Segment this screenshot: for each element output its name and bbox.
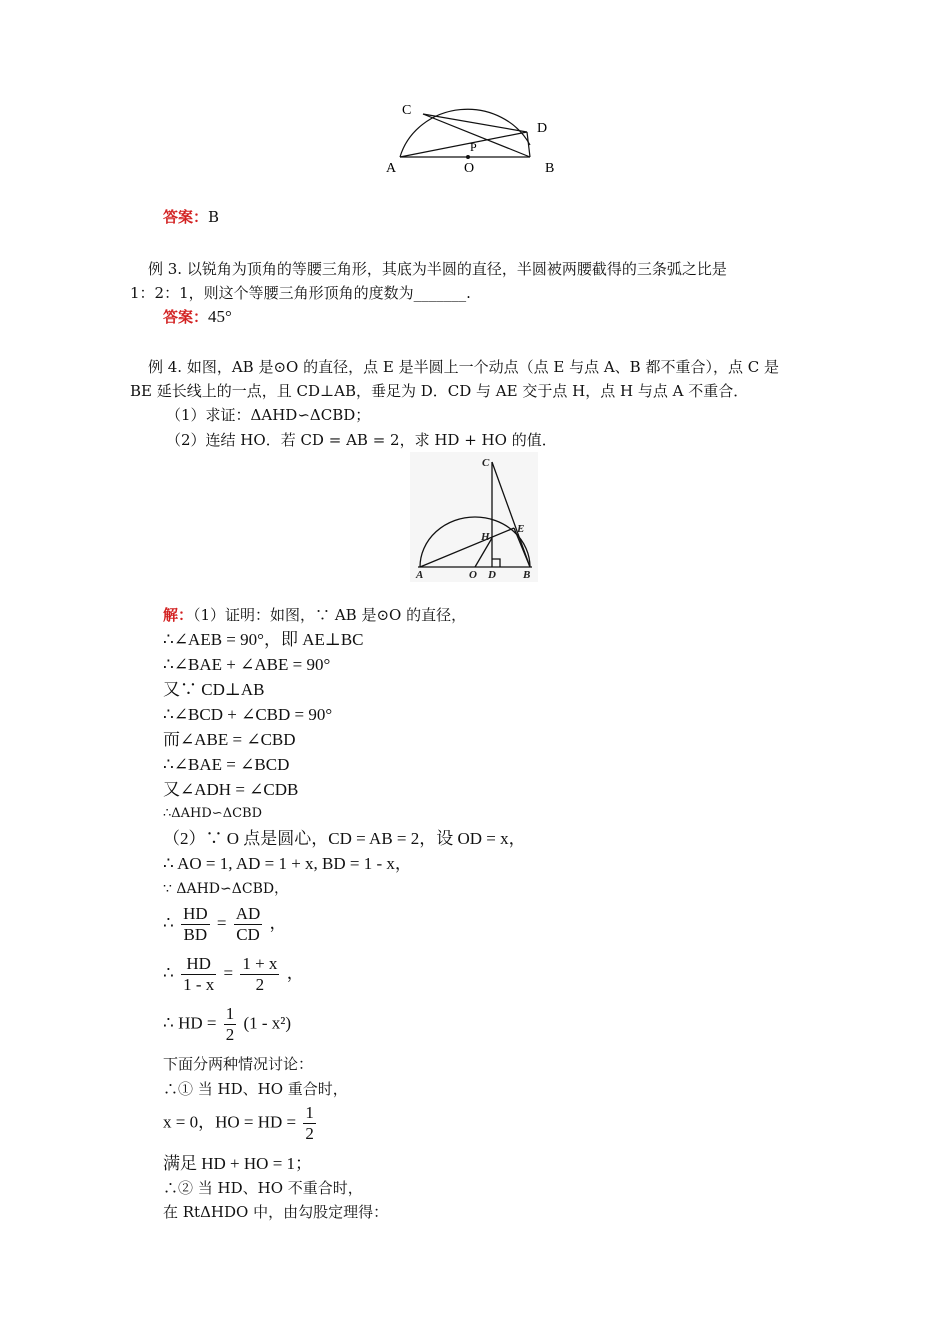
expr-prefix: ∴ HD = — [163, 1013, 217, 1033]
label-c: C — [402, 103, 412, 118]
sol-line-11: ∴ AO = 1, AD = 1 + x, BD = 1 - x， — [163, 854, 412, 873]
sol-line-13: 下面分两种情况讨论： — [163, 1055, 314, 1073]
ex4-q1: （1）求证：ΔAHD∽ΔCBD； — [166, 406, 371, 424]
punctuation: ， — [269, 913, 287, 933]
answer-value: 45° — [208, 307, 232, 326]
sol-line-1 — [163, 604, 466, 626]
label-o: O — [464, 161, 475, 176]
ex3-line1: 例 3. 以锐角为顶角的等腰三角形，其底为半圆的直径，半圆被两腰截得的三条弧之比是 — [148, 260, 727, 278]
sol-line-15: 满足 HD + HO = 1； — [163, 1154, 313, 1173]
label-p: P — [470, 140, 477, 154]
equals-sign: = — [216, 913, 227, 933]
sol-line-8: 又∠ADH = ∠CDB — [163, 780, 299, 799]
sol-fraction-2 — [163, 954, 304, 995]
equals-sign: = — [223, 963, 234, 983]
label-b: B — [523, 569, 531, 581]
denominator: CD — [236, 925, 260, 944]
sol-line-16: ∴② 当 HD、HO 不重合时， — [163, 1179, 363, 1197]
sol-fraction-3 — [163, 1004, 291, 1045]
denominator: 2 — [255, 975, 265, 994]
answer-label: 答案： — [163, 208, 209, 226]
ex3-line2: 1：2：1，则这个等腰三角形顶角的度数为_______. — [130, 284, 471, 302]
answer-1 — [163, 206, 219, 228]
sol-line-4: 又∵ CD⊥AB — [163, 680, 265, 699]
sol-line-9: ∴ΔAHD∽ΔCBD — [163, 806, 263, 821]
label-a: A — [386, 161, 397, 176]
ex3-answer — [163, 306, 232, 328]
sol-line-2: ∴∠AEB = 90°，即 AE⊥BC — [163, 630, 364, 649]
denominator: BD — [183, 925, 208, 944]
label-c: C — [482, 457, 490, 469]
sol-line-5: ∴∠BCD + ∠CBD = 90° — [163, 705, 333, 724]
numerator: 1 + x — [242, 954, 278, 973]
answer-value: B — [208, 208, 220, 226]
semicircle-arc — [400, 109, 530, 157]
sol-line-12: ∵ ΔAHD∽ΔCBD， — [163, 881, 289, 897]
solution-label: 解： — [163, 606, 194, 624]
sol-line-17: 在 RtΔHDO 中，由勾股定理得： — [163, 1203, 389, 1221]
chord-ad — [400, 132, 527, 157]
sol-line-3: ∴∠BAE + ∠ABE = 90° — [163, 655, 331, 674]
center-o-dot — [466, 155, 470, 159]
label-a: A — [416, 569, 424, 581]
label-e: E — [517, 523, 525, 535]
ex4-line1: 例 4. 如图，AB 是⊙O 的直径，点 E 是半圆上一个动点（点 E 与点 A、B 都不重合），点 C 是 — [148, 358, 779, 376]
numerator: 1 — [225, 1004, 235, 1023]
figure-semicircle-1 — [380, 90, 570, 180]
therefore-sign: ∴ — [163, 913, 174, 933]
label-b: B — [545, 161, 555, 176]
denominator: 1 - x — [183, 975, 215, 994]
numerator: HD — [183, 904, 208, 923]
answer-label: 答案： — [163, 308, 209, 326]
label-h: H — [481, 531, 490, 543]
fraction-right — [234, 904, 263, 945]
sol-line-6: 而∠ABE = ∠CBD — [163, 730, 296, 749]
sol-fraction-4 — [163, 1103, 319, 1144]
denominator: 2 — [305, 1124, 314, 1143]
fraction-half — [303, 1103, 316, 1144]
sol-line-7: ∴∠BAE = ∠BCD — [163, 755, 290, 774]
label-o: O — [469, 569, 477, 581]
numerator: 1 — [305, 1103, 314, 1122]
fraction-left — [181, 904, 210, 945]
label-d: D — [537, 121, 548, 136]
sol-line-10: （2）∵ O 点是圆心，CD = AB = 2，设 OD = x， — [163, 829, 526, 848]
figure-semicircle-2 — [410, 452, 538, 582]
expr-suffix: (1 - x²) — [243, 1013, 292, 1033]
ex4-line2: BE 延长线上的一点，且 CD⊥AB，垂足为 D．CD 与 AE 交于点 H，点 H 与点 A 不重合． — [130, 382, 749, 400]
numerator: HD — [181, 954, 216, 975]
sol-text: （1）证明：如图，∵ AB 是⊙O 的直径， — [193, 606, 467, 624]
label-d: D — [488, 569, 496, 581]
sol-fraction-1 — [163, 904, 287, 945]
punctuation: ， — [286, 963, 304, 983]
ex4-q2: （2）连结 HO．若 CD = AB = 2，求 HD + HO 的值． — [166, 431, 557, 449]
expr-prefix: x = 0，HO = HD = — [163, 1112, 297, 1132]
therefore-sign: ∴ — [163, 963, 174, 983]
fraction-left — [181, 954, 216, 995]
fraction-right — [240, 954, 279, 995]
numerator: AD — [235, 904, 261, 923]
denominator: 2 — [225, 1025, 235, 1044]
sol-line-14: ∴① 当 HD、HO 重合时， — [163, 1080, 348, 1098]
fraction-half — [224, 1004, 237, 1045]
